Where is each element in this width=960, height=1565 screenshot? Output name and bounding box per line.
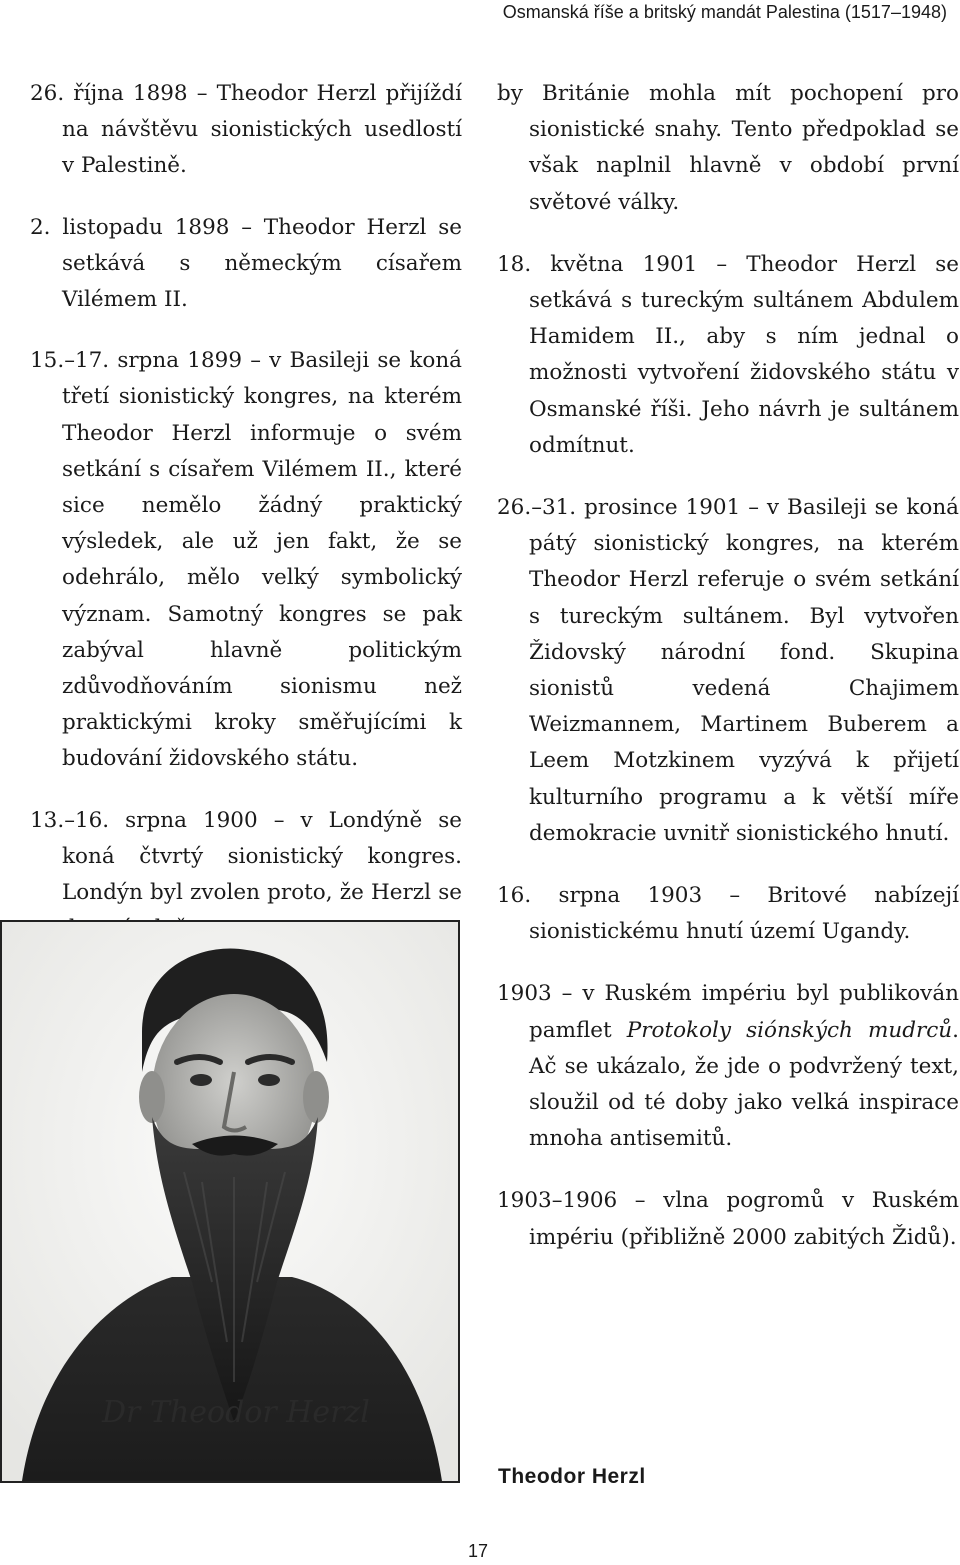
chronology-entry: 15.–17. srpna 1899 – v Basileji se koná třetí sionistický kongres, na kterém Theodor Herzl informuje o svém setkání s císařem Vilémem II., které sice nemělo žádný praktický výsledek, ale už jen fakt, že se odehrálo, mělo velký symbolický význam. Samotný kongres se pak zabýval hlavně politickým zdůvodňováním sionismu než praktickými kroky směřujícími k budování židovského státu. xyxy=(30,348,462,772)
chronology-entry: 16. srpna 1903 – Britové nabízejí sionistickému hnutí území Ugandy. xyxy=(497,883,959,945)
chronology-entry-continuation: by Británie mohla mít pochopení pro sionistické snahy. Tento předpoklad se však naplnil hlavně v období první světové války. xyxy=(497,81,959,215)
chronology-entry: 13.–16. srpna 1900 – v Londýně se koná čtvrtý sionistický kongres. Londýn byl zvolen proto, že Herzl se xyxy=(30,807,462,906)
figure-caption: Theodor Herzl xyxy=(498,1465,646,1488)
right-column xyxy=(497,76,959,1282)
chronology-entry: 26. října 1898 – Theodor Herzl přijíždí na návštěvu sionistických usedlostí v Palestině. xyxy=(30,81,462,179)
chronology-entry xyxy=(497,976,959,1157)
chronology-entry: 1903–1906 – vlna pogromů v Ruském impériu (přibližně 2000 zabitých Židů). xyxy=(497,1188,959,1250)
portrait-illustration xyxy=(2,922,458,1481)
chronology-entry: 18. května 1901 – Theodor Herzl se setkává s tureckým sultánem Abdulem Hamidem II., aby s ním jednal o možnosti vytvoření židovského státu v Osmanské říši. Jeho návrh je sultánem odmítnut. xyxy=(497,251,959,458)
handwritten-signature: Dr Theodor Herzl xyxy=(102,1395,370,1430)
portrait-photo xyxy=(0,920,460,1483)
entry-text: . Ač se ukázalo, že jde o podvržený text, sloužil od té doby jako velká inspirace mnoha antisemitů. xyxy=(529,1017,959,1152)
chronology-entry: 26.–31. prosince 1901 – v Basileji se koná pátý sionistický kongres, na kterém Theodor Herzl referuje o svém setkání s tureckým sultánem. Byl vytvořen Židovský národní fond. Skupina sionistů vedená Chajimem Weizmannem, Martinem Buberem a Leem Motzkinem vyzývá k přijetí kulturního programu a k větší míře demokracie uvnitř sionistického hnutí. xyxy=(497,495,959,846)
page-number: 17 xyxy=(468,1541,489,1561)
chronology-entry: 2. listopadu 1898 – Theodor Herzl se setkává s německým císařem Vilémem II. xyxy=(30,214,462,313)
book-title: Protokoly siónských mudrců xyxy=(626,1017,953,1043)
running-header: Osmanská říše a britský mandát Palestina (1517–1948) xyxy=(502,2,947,22)
left-column xyxy=(30,76,462,972)
entry-text: 1903 – v Ruském impériu byl publikován pamflet xyxy=(497,981,959,1043)
